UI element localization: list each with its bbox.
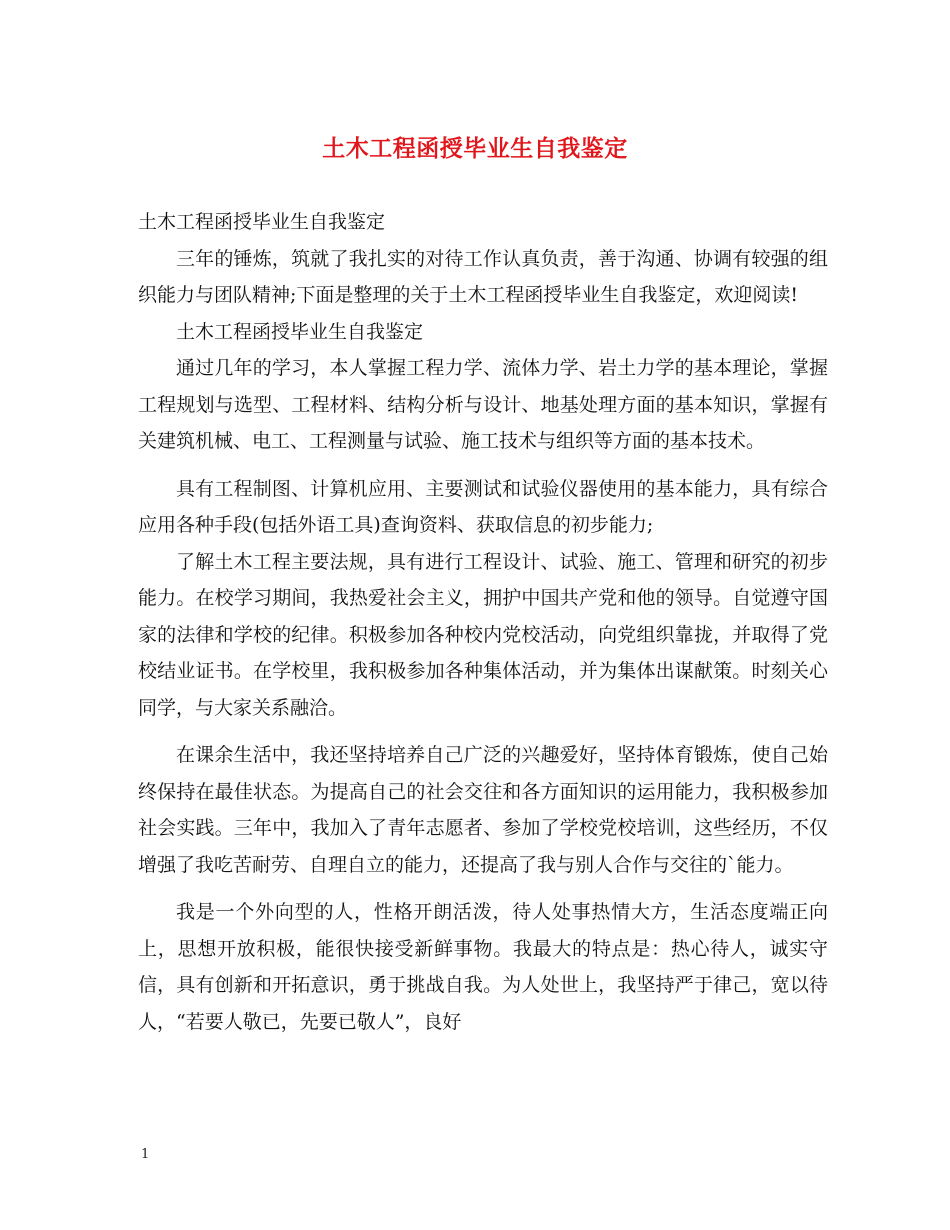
paragraph-skills: 具有工程制图、计算机应用、主要测试和试验仪器使用的基本能力，具有综合应用各种手段(包括外语工具)查询资料、获取信息的初步能力;	[138, 477, 828, 536]
page-number: 1	[141, 1147, 150, 1162]
document-title: 土木工程函授毕业生自我鉴定	[322, 135, 628, 162]
paragraph-subtitle: 土木工程函授毕业生自我鉴定	[138, 211, 386, 233]
paragraph-extracurricular: 在课余生活中，我还坚持培养自己广泛的兴趣爱好，坚持体育锻炼，使自己始终保持在最佳状态。为提高自己的社会交往和各方面知识的运用能力，我积极参加社会实践。三年中，我加入了青年志愿者、参加了学校党校培训，这些经历，不仅增强了我吃苦耐劳、自理自立的能力，还提高了我与别人合作与交往的`能力。	[138, 744, 828, 876]
paragraph-intro: 三年的锤炼，筑就了我扎实的对待工作认真负责，善于沟通、协调有较强的组织能力与团队精神;下面是整理的关于土木工程函授毕业生自我鉴定，欢迎阅读!	[138, 247, 828, 306]
paragraph-school-life: 了解土木工程主要法规，具有进行工程设计、试验、施工、管理和研究的初步能力。在校学习期间，我热爱社会主义，拥护中国共产党和他的领导。自觉遵守国家的法律和学校的纪律。积极参加各种校内党校活动，向党组织靠拢，并取得了党校结业证书。在学校里，我积极参加各种集体活动，并为集体出谋献策。时刻关心同学，与大家关系融洽。	[138, 550, 828, 719]
paragraph-heading: 土木工程函授毕业生自我鉴定	[176, 320, 424, 343]
paragraph-knowledge: 通过几年的学习，本人掌握工程力学、流体力学、岩土力学的基本理论，掌握工程规划与选型、工程材料、结构分析与设计、地基处理方面的基本知识，掌握有关建筑机械、电工、工程测量与试验、施工技术与组织等方面的基本技术。	[138, 357, 828, 452]
document-body	[138, 204, 828, 1040]
paragraph-personality: 我是一个外向型的人，性格开朗活泼，待人处事热情大方，生活态度端正向上，思想开放积极，能很快接受新鲜事物。我最大的特点是：热心待人，诚实守信，具有创新和开拓意识，勇于挑战自我。为人处世上，我坚持严于律己，宽以待人，“若要人敬已，先要已敬人”，良好	[138, 901, 828, 1033]
